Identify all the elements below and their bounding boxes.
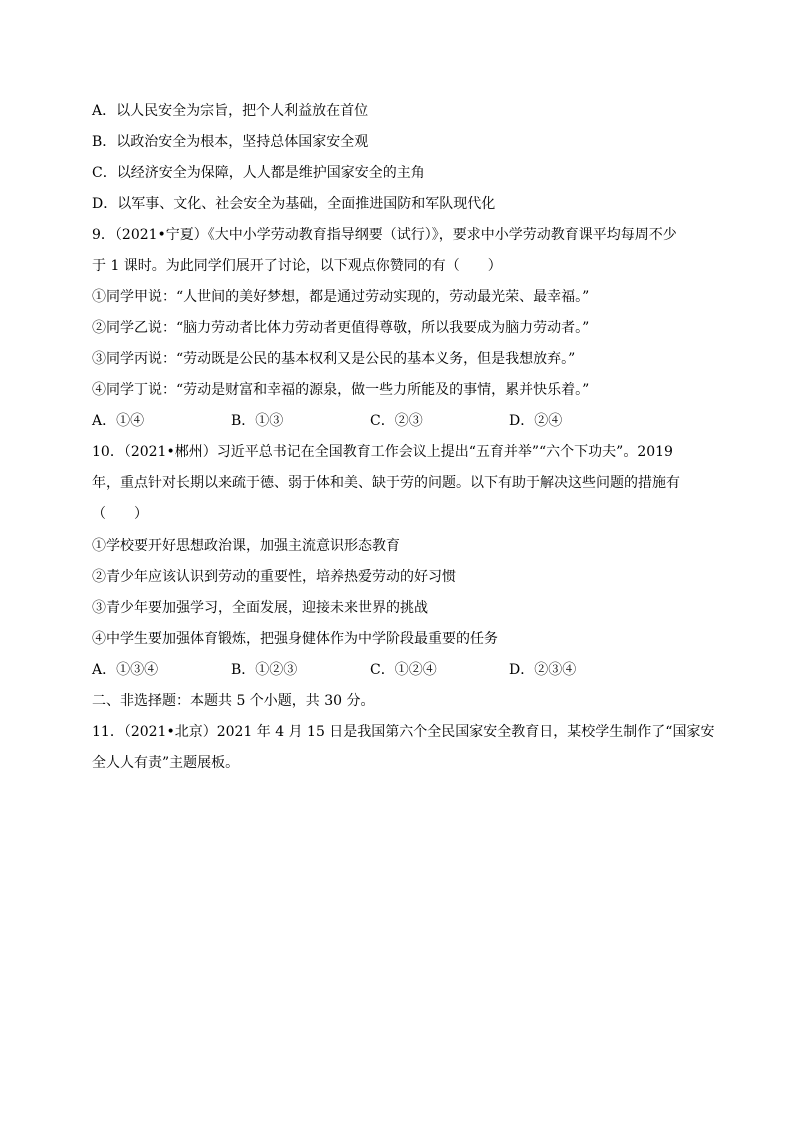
q9-choice-d: D．②④ <box>509 413 563 429</box>
q9-statement-3: ③同学丙说：“劳动既是公民的基本权利又是公民的基本义务，但是我想放弃。” <box>92 351 576 367</box>
q9-choice-a: A．①④ <box>92 413 145 429</box>
q9-stem-line1: 9．（2021•宁夏）《大中小学劳动教育指导纲要（试行）》，要求中小学劳动教育课平均每周不少 <box>92 227 677 243</box>
q10-statement-2: ②青少年应该认识到劳动的重要性，培养热爱劳动的好习惯 <box>92 569 456 585</box>
q8-option-a: A．以人民安全为宗旨，把个人利益放在首位 <box>92 103 369 119</box>
q9-choice-b: B．①③ <box>231 413 284 429</box>
q9-choice-c: C．②③ <box>370 413 423 429</box>
q10-choice-a: A．①③④ <box>92 662 159 678</box>
q10-choice-b: B．①②③ <box>231 662 298 678</box>
q10-choice-c: C．①②④ <box>370 662 437 678</box>
q8-option-c: C．以经济安全为保障，人人都是维护国家安全的主角 <box>92 165 425 181</box>
q10-statement-1: ①学校要开好思想政治课，加强主流意识形态教育 <box>92 538 400 554</box>
q10-stem-line3: （ ） <box>92 506 148 522</box>
q8-option-b: B．以政治安全为根本，坚持总体国家安全观 <box>92 134 369 150</box>
q11-stem-line2: 全人人有责”主题展板。 <box>92 755 240 771</box>
q10-stem-line2: 年，重点针对长期以来疏于德、弱于体和美、缺于劳的问题。以下有助于解决这些问题的措施有 <box>92 475 680 491</box>
q9-stem-line2: 于 1 课时。为此同学们展开了讨论，以下观点你赞同的有（ ） <box>92 258 502 274</box>
q11-stem-line1: 11．（2021•北京）2021 年 4 月 15 日是我国第六个全民国家安全教育日，某校学生制作了“国家安 <box>92 724 715 740</box>
q9-statement-1: ①同学甲说：“人世间的美好梦想，都是通过劳动实现的，劳动最光荣、最幸福。” <box>92 289 590 305</box>
q9-statement-4: ④同学丁说：“劳动是财富和幸福的源泉，做一些力所能及的事情，累并快乐着。” <box>92 382 590 398</box>
q9-statement-2: ②同学乙说：“脑力劳动者比体力劳动者更值得尊敬，所以我要成为脑力劳动者。” <box>92 320 590 336</box>
q8-option-d: D．以军事、文化、社会安全为基础，全面推进国防和军队现代化 <box>92 196 496 212</box>
q10-statement-4: ④中学生要加强体育锻炼，把强身健体作为中学阶段最重要的任务 <box>92 631 498 647</box>
q10-statement-3: ③青少年要加强学习，全面发展，迎接未来世界的挑战 <box>92 600 428 616</box>
q10-stem-line1: 10．（2021•郴州）习近平总书记在全国教育工作会议上提出“五育并举”“六个下功夫”。2019 <box>92 444 673 460</box>
q10-choice-d: D．②③④ <box>509 662 577 678</box>
section2-title: 二、非选择题：本题共 5 个小题，共 30 分。 <box>92 693 375 709</box>
